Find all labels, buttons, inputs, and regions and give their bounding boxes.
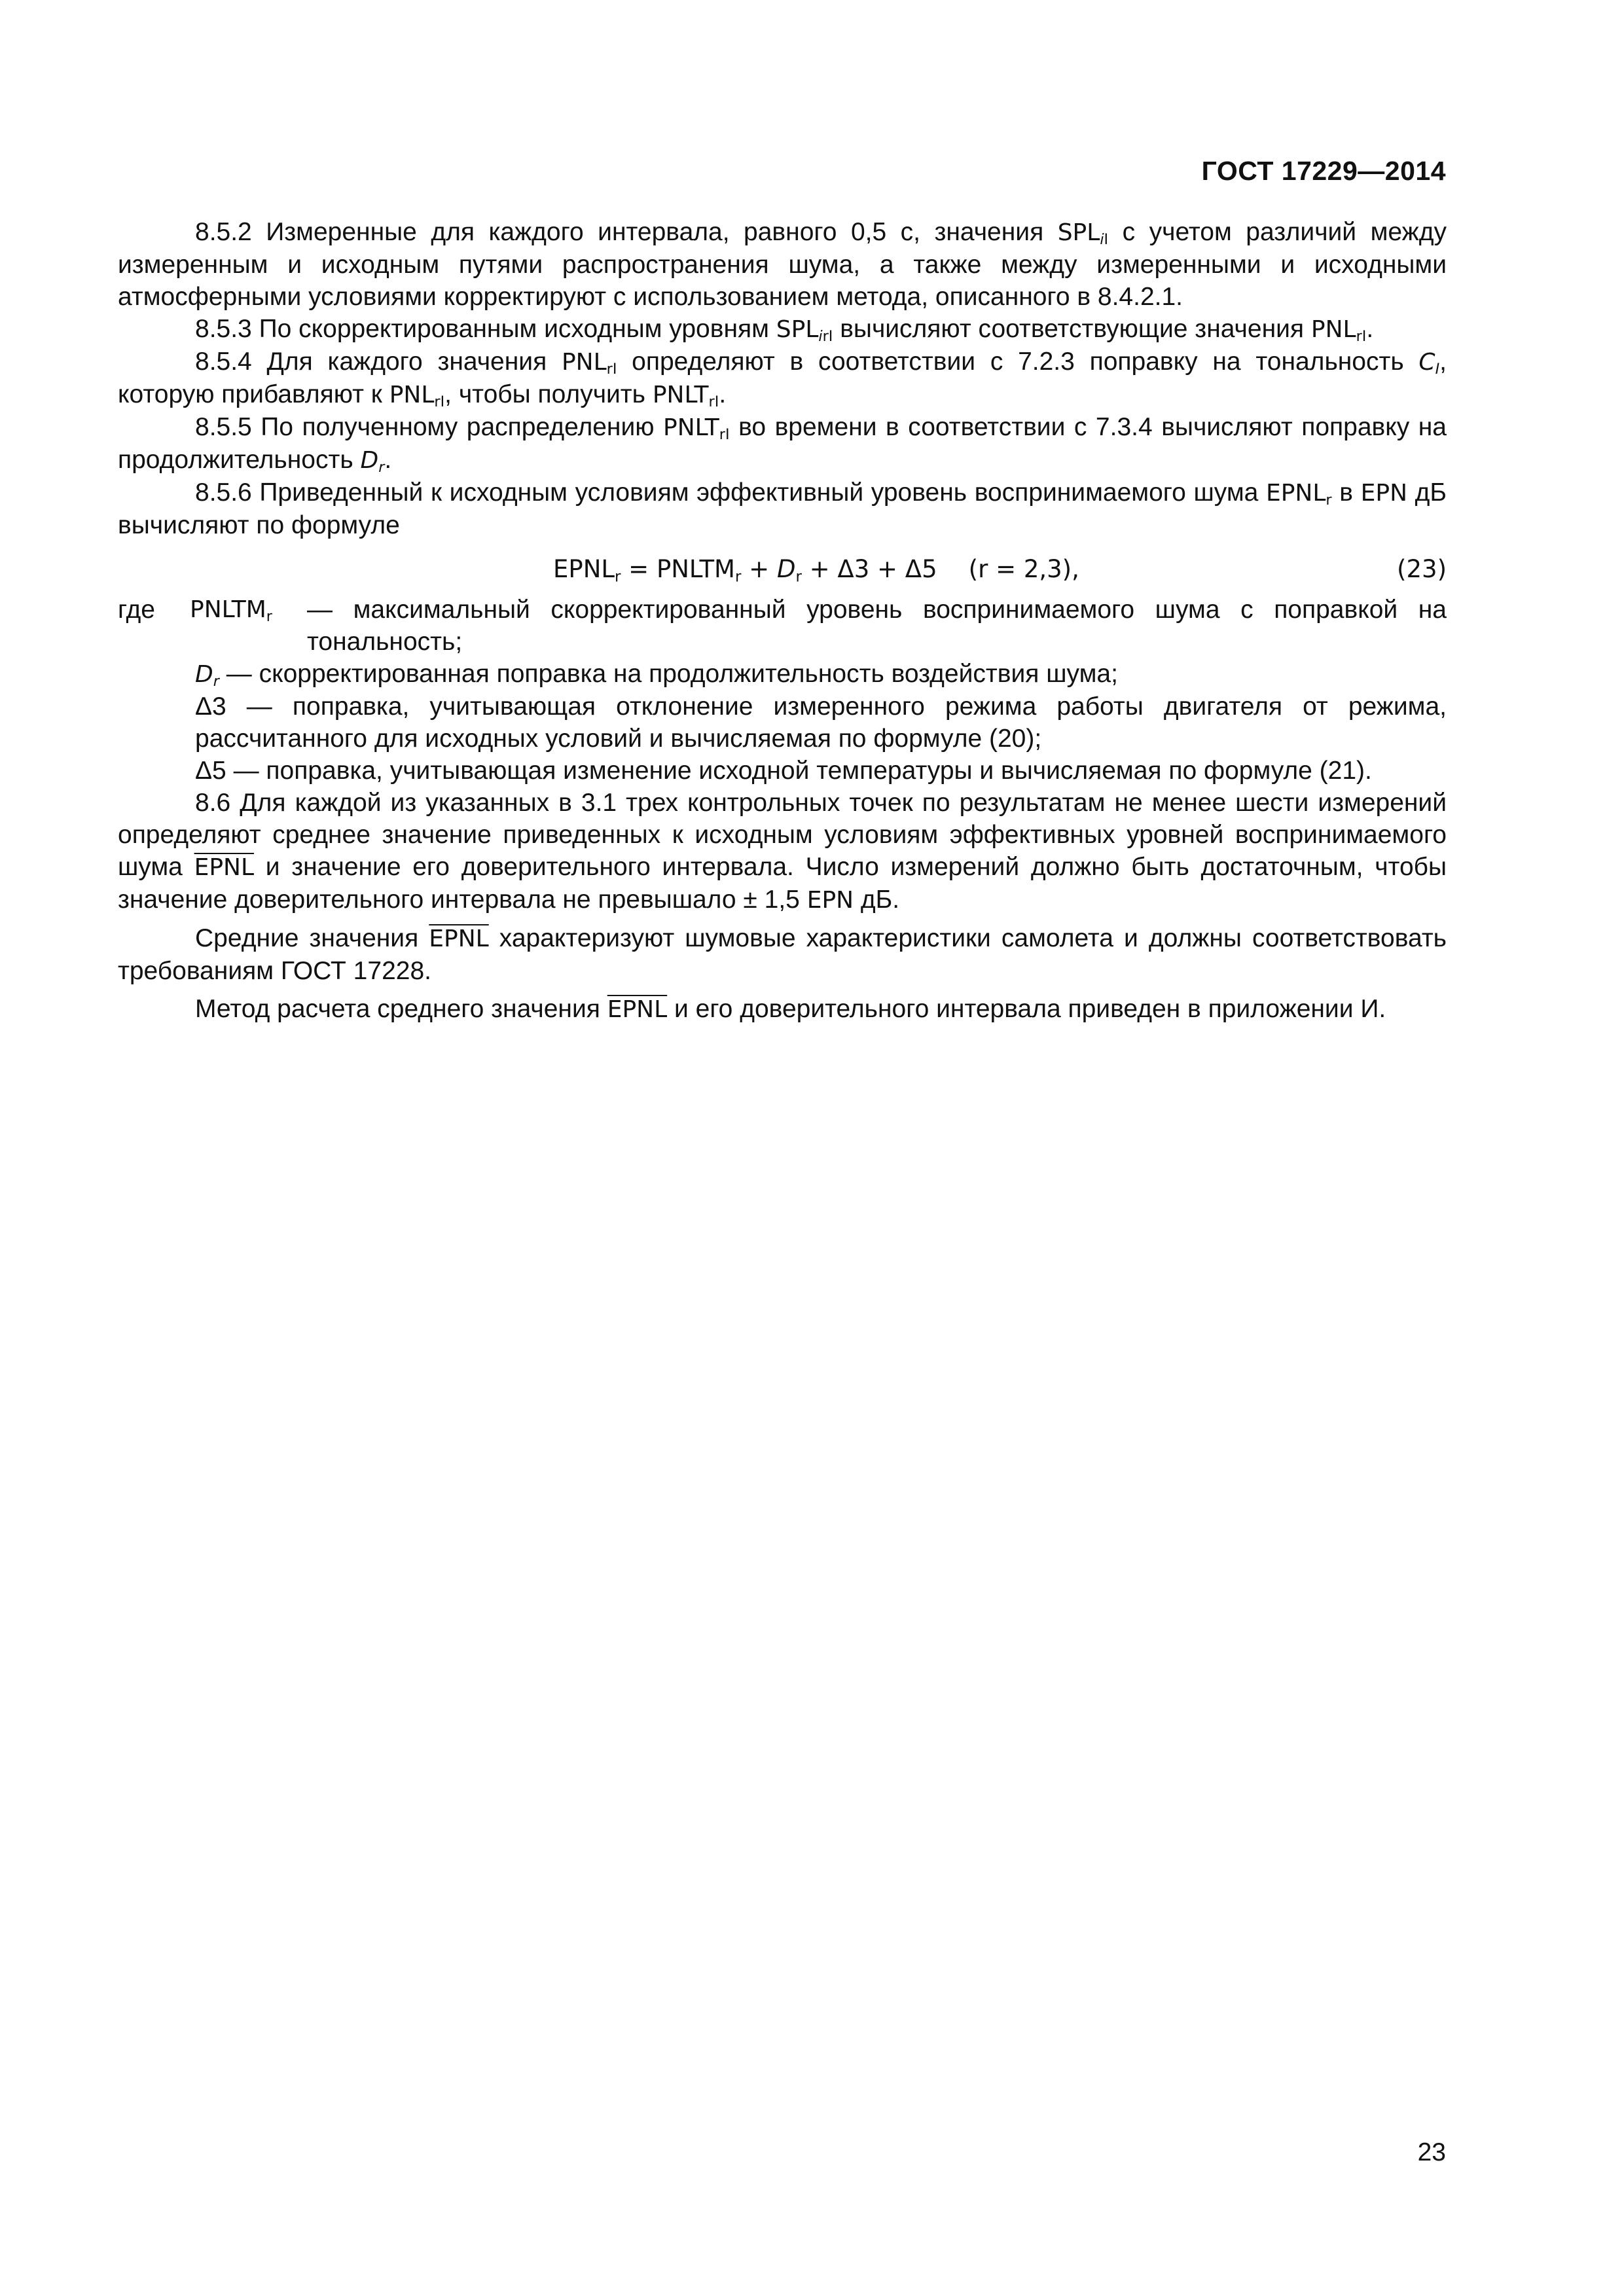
formula-23	[118, 552, 1447, 592]
symbol-epnl-mean: EPNL	[429, 925, 489, 952]
symbol-d	[195, 661, 219, 691]
symbol-subscript: rI	[708, 393, 719, 411]
definition-delta3: Δ3 — поправка, учитывающая отклонение измеренного режима работы двигателя от режима, рассчитанного для исходных условий и вычисляемая по формуле (20);	[195, 692, 1447, 753]
symbol-text: PNLT	[652, 382, 709, 408]
symbol-subscript: r	[378, 459, 385, 476]
page-number: 23	[1417, 2138, 1446, 2166]
definition-text: — максимальный скорректированный уровень воспринимаемого шума с поправкой на тональность;	[307, 596, 1447, 656]
paragraph-text: с учетом различий между измеренным и исходным путями распространения шума, а также между измеренными и исходными атмосферными условиями корректируют с использованием метода, описанного в 8.4.2.1.	[118, 218, 1447, 311]
paragraph-8-5-5	[118, 411, 1447, 476]
paragraph-averages	[118, 922, 1447, 987]
symbol-d	[361, 447, 385, 474]
symbol-epnl-mean: EPNL	[194, 854, 255, 881]
symbol-text: PNL	[389, 382, 435, 408]
definition-dr	[118, 658, 1447, 691]
symbol-pnltm	[190, 594, 272, 626]
paragraph-8-5-6	[118, 476, 1447, 541]
symbol-pnl	[1310, 316, 1367, 346]
paragraph-8-5-2	[118, 216, 1447, 313]
paragraph-8-5-4	[118, 346, 1447, 411]
symbol-pnlt	[663, 414, 730, 444]
paragraph-8-5-3	[118, 313, 1447, 346]
symbol-subscript: i	[818, 328, 823, 346]
symbol-subscript: r	[1326, 492, 1332, 509]
formula-term: = PNLTM	[621, 555, 735, 583]
symbol-subscript: r	[213, 673, 219, 691]
paragraph-text: 8.5.3 По скорректированным исходным уровням	[195, 315, 776, 343]
paragraph-8-6	[118, 787, 1447, 916]
symbol-text: C	[1418, 349, 1435, 376]
symbol-spl	[776, 316, 833, 346]
formula-subscript: r	[795, 568, 802, 586]
formula-subscript: r	[614, 568, 621, 586]
paragraph-text: 8.5.2 Измеренные для каждого интервала, равного 0,5 с, значения	[195, 218, 1058, 246]
symbol-pnl	[562, 349, 617, 376]
paragraph-text: Средние значения	[195, 924, 429, 952]
paragraph-text: дБ вычисляют по формуле	[118, 478, 1447, 539]
paragraph-text: , которую прибавляют к	[118, 348, 1447, 408]
symbol-epnl-mean: EPNL	[607, 996, 668, 1023]
symbol-epn: EPN	[806, 887, 854, 914]
symbol-text: SPL	[776, 316, 819, 343]
document-code: ГОСТ 17229—2014	[1201, 156, 1446, 186]
symbol-epn: EPN	[1360, 480, 1407, 507]
symbol-subscript: I	[1104, 231, 1109, 249]
symbol-text: D	[195, 661, 213, 688]
paragraph-text: во времени в соответствии с 7.3.4 вычисляют поправку на продолжительность	[118, 413, 1447, 474]
symbol-text: PNL	[1310, 316, 1356, 343]
symbol-pnl	[389, 382, 445, 411]
definition-delta5: Δ5 — поправка, учитывающая изменение исходной температуры и вычисляемая по формуле (21).	[195, 757, 1372, 785]
paragraph-text: , чтобы получить	[444, 380, 653, 408]
paragraph-text: .	[1366, 315, 1374, 343]
where-label: где	[118, 596, 155, 624]
symbol-text: EPNL	[1265, 480, 1326, 507]
symbol-subscript: i	[1100, 231, 1104, 249]
paragraph-text: и значение его доверительного интервала. Число измерений должно быть достаточным, чтобы значение доверительного интервала не превышало ± 1,5	[118, 853, 1447, 914]
paragraph-text: вычисляют соответствующие значения	[833, 315, 1311, 343]
symbol-c	[1418, 349, 1439, 376]
symbol-subscript: r	[266, 608, 272, 626]
symbol-text: PNLTM	[190, 596, 266, 623]
symbol-pnlt	[652, 382, 719, 411]
paragraph-text: .	[719, 380, 727, 408]
symbol-text: PNL	[561, 349, 607, 376]
paragraph-text: в	[1331, 478, 1361, 507]
formula-number: (23)	[1397, 555, 1447, 583]
definition-text: — скорректированная поправка на продолжительность воздействия шума;	[219, 660, 1118, 688]
paragraph-text: 8.5.5 По полученному распределению	[195, 413, 664, 441]
symbol-text: SPL	[1057, 219, 1100, 246]
paragraph-text: Метод расчета среднего значения	[195, 995, 607, 1023]
symbol-spl	[1057, 219, 1109, 249]
symbol-subscript: rI	[606, 361, 617, 378]
formula-condition: (r = 2,3),	[968, 555, 1079, 583]
paragraph-text: определяют в соответствии с 7.2.3 поправку на тональность	[617, 348, 1419, 376]
definition-pnltm	[118, 594, 1447, 658]
page-body	[118, 216, 1447, 1026]
formula-subscript: r	[734, 568, 742, 586]
paragraph-text: .	[384, 446, 392, 474]
symbol-subscript: rI	[1356, 328, 1367, 346]
symbol-subscript: I	[1435, 361, 1440, 378]
paragraph-method	[118, 993, 1447, 1026]
symbol-text: D	[360, 447, 379, 474]
symbol-epnl	[1266, 480, 1332, 507]
paragraph-text: и его доверительного интервала приведен в приложении И.	[667, 995, 1386, 1023]
paragraph-text: дБ.	[854, 886, 900, 914]
formula-term: EPNL	[553, 555, 615, 583]
paragraph-text: 8.5.4 Для каждого значения	[195, 348, 562, 376]
symbol-subscript: rI	[822, 328, 833, 346]
symbol-text: PNLT	[663, 414, 719, 441]
paragraph-text: характеризуют шумовые характеристики самолета и должны соответствовать требованиям ГОСТ 17228.	[118, 924, 1447, 985]
formula-term: +	[741, 555, 777, 583]
paragraph-text: 8.6 Для каждой из указанных в 3.1 трех контрольных точек по результатам не менее шести измерений определяют среднее значение приведенных к исходным условиям эффективных уровней воспринимаемого шума	[118, 789, 1447, 881]
formula-expression	[553, 553, 1079, 585]
symbol-subscript: rI	[719, 426, 730, 444]
formula-term: D	[776, 555, 796, 583]
symbol-subscript: rI	[434, 393, 445, 411]
paragraph-text: 8.5.6 Приведенный к исходным условиям эффективный уровень воспринимаемого шума	[195, 478, 1266, 507]
formula-term: + Δ3 + Δ5	[801, 555, 937, 583]
